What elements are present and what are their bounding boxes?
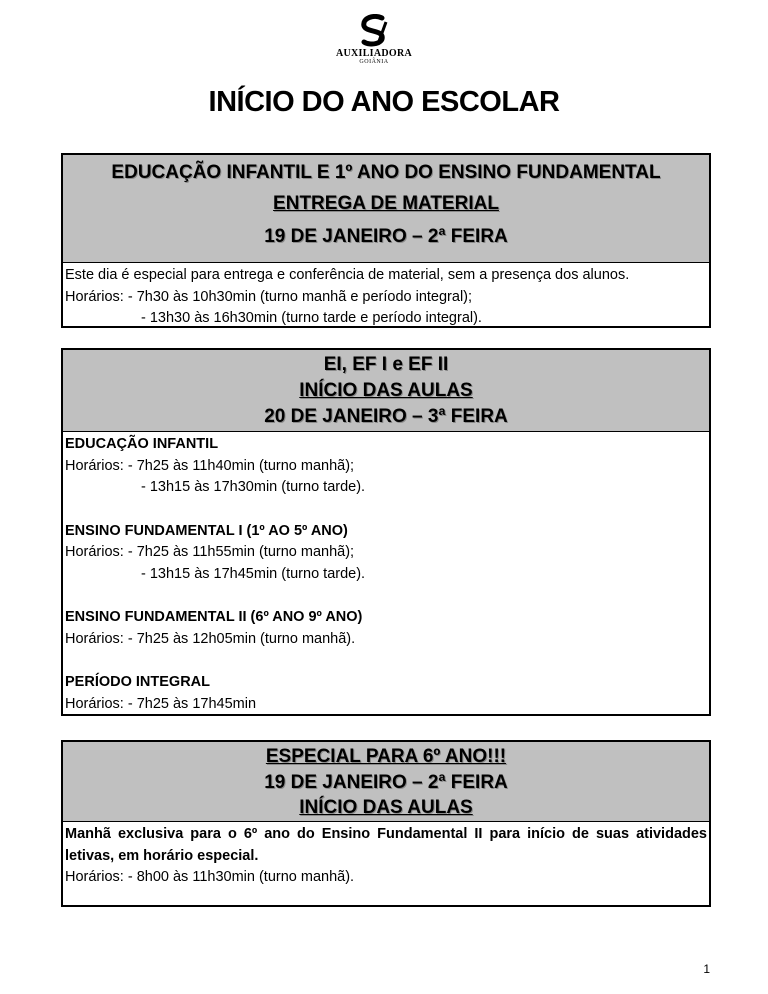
group-title: EDUCAÇÃO INFANTIL [65,436,219,452]
school-logo [334,14,414,66]
section3-heading-event: INÍCIO DAS AULAS [299,797,473,818]
section1-heading-date: 19 DE JANEIRO – 2ª FEIRA [264,226,508,247]
group-schedule-line: Horários: - 7h25 às 11h55min (turno manhã); [65,544,355,560]
sixth-grade-box [61,740,711,907]
section2-heading-levels: EI, EF I e EF II [323,354,449,375]
sixth-grade-header [63,742,709,822]
section1-description: Este dia é especial para entrega e conferência de material, sem a presença dos alunos. [65,267,630,283]
material-delivery-body [63,263,709,330]
page-title: INÍCIO DO ANO ESCOLAR [208,86,560,118]
section1-heading-level: EDUCAÇÃO INFANTIL E 1º ANO DO ENSINO FUNDAMENTAL [111,162,661,183]
group-title: PERÍODO INTEGRAL [65,674,211,690]
section3-schedule-line: Horários: - 8h00 às 11h30min (turno manhã). [65,869,355,885]
classes-start-header [63,350,709,432]
section1-schedule-line: - 13h30 às 16h30min (turno tarde e período integral). [141,310,482,326]
classes-start-body [63,432,709,715]
group-title: ENSINO FUNDAMENTAL I (1º AO 5º ANO) [65,522,348,539]
sixth-grade-body [63,822,709,889]
group-schedule-line: Horários: - 7h25 às 17h45min [65,695,257,712]
section2-heading-date: 20 DE JANEIRO – 3ª FEIRA [264,406,508,427]
page-number: 1 [703,962,710,976]
section3-heading-special: ESPECIAL PARA 6º ANO!!! [265,746,507,767]
logo-city-name: GOIÂNIA [359,59,389,65]
section3-intro: Manhã exclusiva para o 6º ano do Ensino Fundamental II para início de suas atividades letivas, em horário especial. [65,826,707,864]
material-delivery-header [63,155,709,263]
section2-heading-event: INÍCIO DAS AULAS [299,380,473,401]
group-schedule-line: - 13h15 às 17h30min (turno tarde). [141,479,366,495]
logo-mark-icon [356,14,392,48]
group-schedule-line: Horários: - 7h25 às 11h40min (turno manhã); [65,457,355,474]
logo-brand-name: AUXILIADORA [335,48,413,59]
section3-heading-date: 19 DE JANEIRO – 2ª FEIRA [264,772,508,793]
section1-heading-event: ENTREGA DE MATERIAL [273,193,499,214]
classes-start-box [61,348,711,716]
group-schedule-line: Horários: - 7h25 às 12h05min (turno manhã). [65,630,356,647]
section1-schedule-line: Horários: - 7h30 às 10h30min (turno manhã e período integral); [65,288,473,305]
group-title: ENSINO FUNDAMENTAL II (6º ANO 9º ANO) [65,609,363,625]
material-delivery-box [61,153,711,328]
group-schedule-line: - 13h15 às 17h45min (turno tarde). [141,565,366,582]
